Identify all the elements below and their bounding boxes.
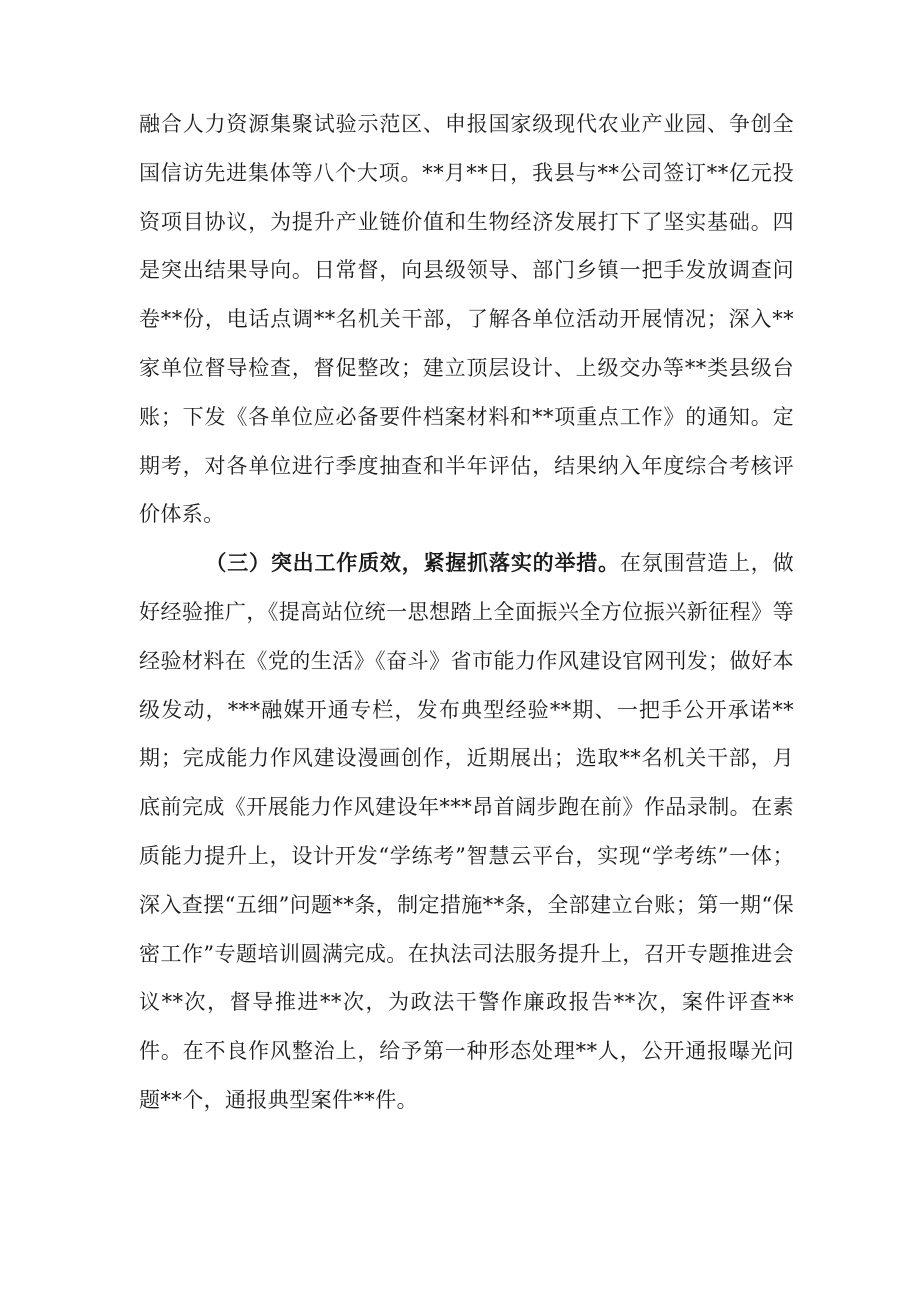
paragraph-2-text: 在氛围营造上，做好经验推广，《提高站位统一思想踏上全面振兴全方位振兴新征程》等经验材料在《党的生活》《奋斗》省市能力作风建设官网刊发；做好本级发动，***融媒开通专栏，发布典型经验**期、一把手公开承诺**期；完成能力作风建设漫画创作，近期展出；选取**名机关干部，月底前完成《开展能力作风建设年***昂首阔步跑在前》作品录制。在素质能力提升上，设计开发“学练考”智慧云平台，实现“学考练”一体；深入查摆“五细”问题**条，制定措施**条，全部建立台账；第一期“保密工作”专题培训圆满完成。在执法司法服务提升上，召开专题推进会议**次，督导推进**次，为政法干警作廉政报告**次，案件评查**件。在不良作风整治上，给予第一种形态处理**人，公开通报曝光问题**个，通报典型案件**件。 xyxy=(139,551,794,1112)
document-body xyxy=(139,100,794,1125)
paragraph-continued xyxy=(139,100,794,539)
section-heading: （三）突出工作质效，紧握抓落实的举措。 xyxy=(205,550,620,576)
paragraph-1-text: 融合人力资源集聚试验示范区、申报国家级现代农业产业园、争创全国信访先进集体等八个大项。**月**日，我县与**公司签订**亿元投资项目协议，为提升产业链价值和生物经济发展打下了坚实基础。四是突出结果导向。日常督，向县级领导、部门乡镇一把手发放调查问卷**份，电话点调**名机关干部，了解各单位活动开展情况；深入**家单位督导检查，督促整改；建立顶层设计、上级交办等**类县级台账；下发《各单位应必备要件档案材料和**项重点工作》的通知。定期考，对各单位进行季度抽查和半年评估，结果纳入年度综合考核评价体系。 xyxy=(139,112,794,527)
paragraph-section-three xyxy=(139,539,794,1125)
